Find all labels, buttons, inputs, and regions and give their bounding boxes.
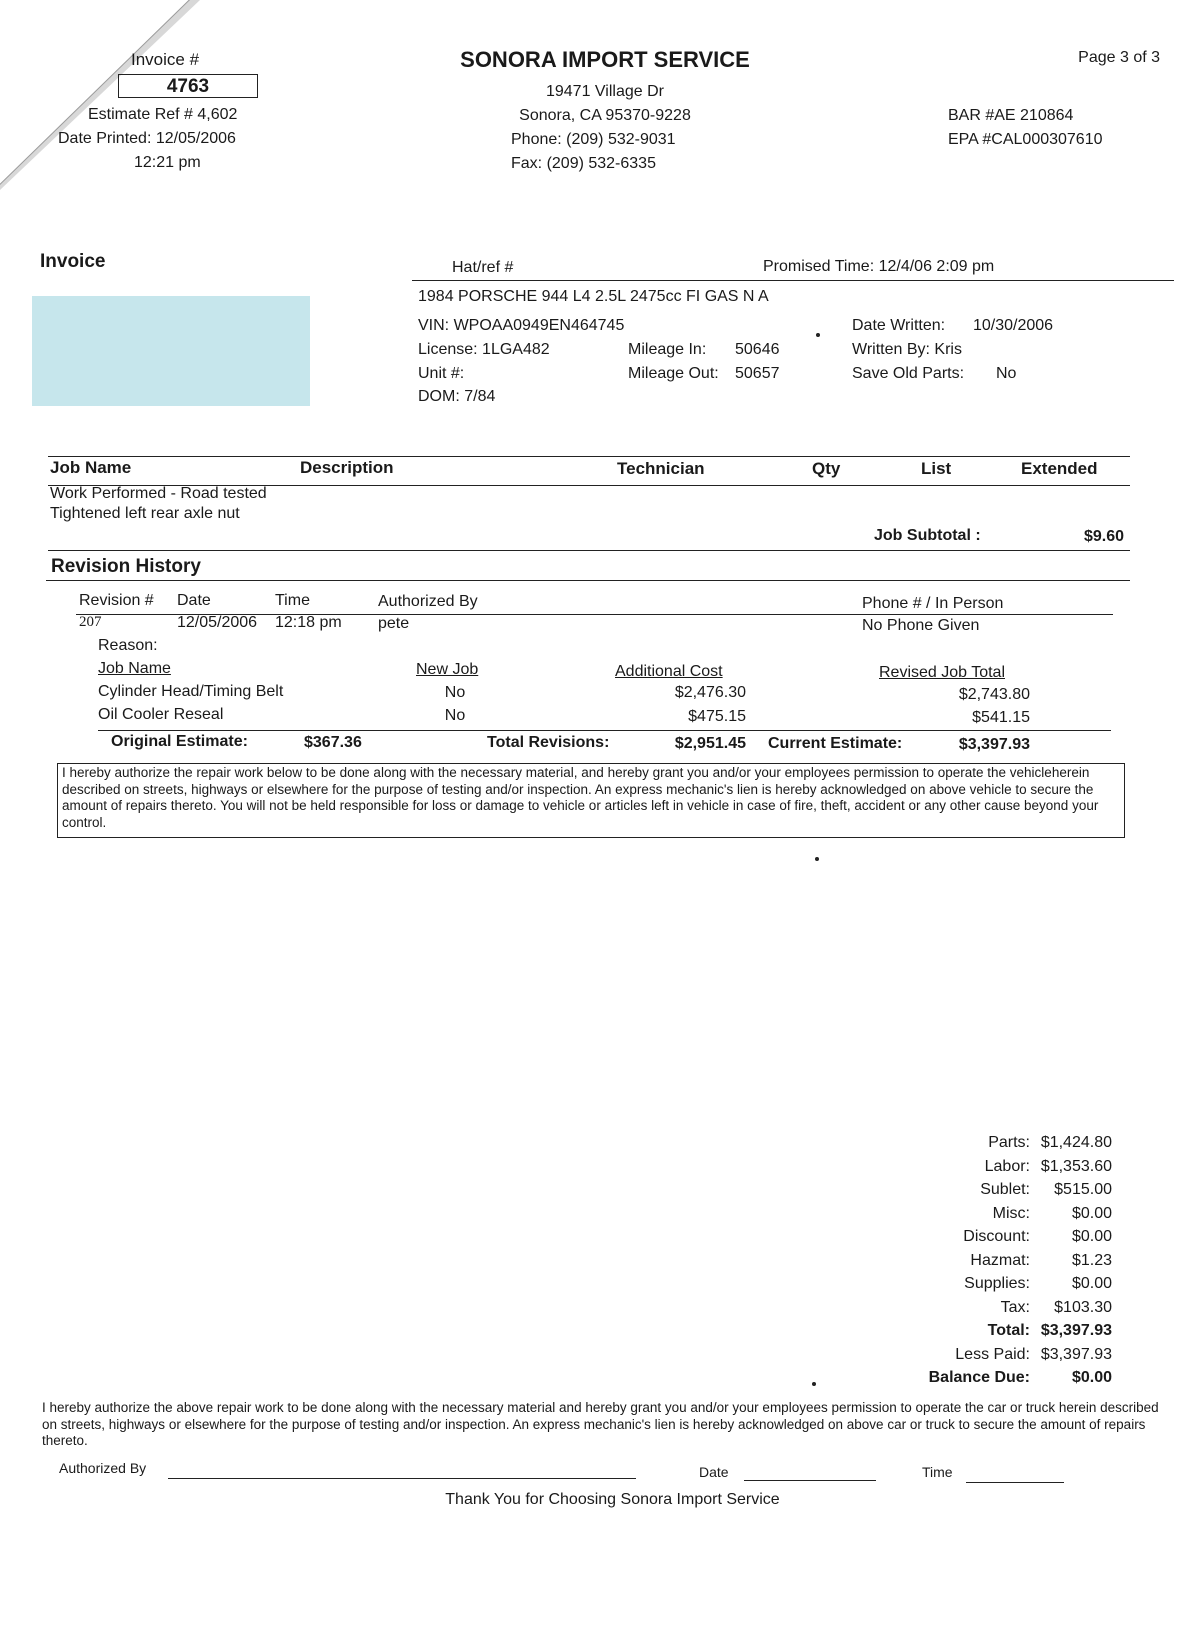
totals-label: Misc: <box>992 1205 1030 1222</box>
rev-time: 12:18 pm <box>275 614 342 631</box>
rev-authorized-by: pete <box>378 615 410 632</box>
rev-number: 207 <box>79 614 102 630</box>
date-written-label: Date Written: <box>852 317 946 334</box>
jobs-bottom-line <box>48 550 1130 551</box>
col-technician: Technician <box>617 459 705 478</box>
page-indicator: Page 3 of 3 <box>1078 49 1160 66</box>
rev-sub-job-name: Job Name <box>98 660 171 677</box>
totals-value: $3,397.93 <box>1040 1346 1112 1363</box>
rev-row-2-job: Oil Cooler Reseal <box>98 706 224 723</box>
estimate-ref: Estimate Ref # 4,602 <box>88 106 238 123</box>
totals-value: $1,424.80 <box>1040 1134 1112 1151</box>
scan-dot-2 <box>815 857 819 861</box>
vehicle-license: License: 1LGA482 <box>418 341 550 358</box>
totals-label: Total: <box>987 1322 1030 1339</box>
rev-reason-label: Reason: <box>98 637 158 654</box>
totals-value: $0.00 <box>1071 1275 1112 1292</box>
rev-row-1-cost: $2,476.30 <box>674 684 746 701</box>
written-by: Written By: Kris <box>852 341 962 358</box>
totals-label: Balance Due: <box>928 1369 1030 1386</box>
save-old-parts: No <box>996 365 1017 382</box>
mileage-out-label: Mileage Out: <box>628 365 719 382</box>
total-revisions: $2,951.45 <box>674 735 746 752</box>
authorization-box: I hereby authorize the repair work below to be done along with the necessary material, and hereby grant you and/or your employees permission to operate the vehicleherein described on streets, highways or elsewhere for the purpose of testing and/or inspection. An express mechanic's lien is hereby acknowledged on above vehicle to secure the amount of repairs thereto. You will not be held responsible for loss or damage to vehicle or articles left in vehicle in case of fire, theft, accident or any other cause beyond your control. <box>57 763 1125 838</box>
original-estimate-label: Original Estimate: <box>111 733 248 750</box>
rev-rows-line <box>98 730 1111 731</box>
total-revisions-label: Total Revisions: <box>487 734 610 751</box>
original-estimate: $367.36 <box>304 734 362 751</box>
col-job-name: Job Name <box>50 458 132 477</box>
promised-time: Promised Time: 12/4/06 2:09 pm <box>763 258 995 275</box>
rev-phone: No Phone Given <box>862 617 980 634</box>
rev-col-phone: Phone # / In Person <box>862 595 1004 612</box>
rev-col-time: Time <box>275 592 310 609</box>
invoice-label: Invoice # <box>131 50 200 69</box>
epa-number: EPA #CAL000307610 <box>948 131 1103 148</box>
rev-col-number: Revision # <box>79 592 154 609</box>
hat-ref: Hat/ref # <box>452 259 514 276</box>
company-address2: Sonora, CA 95370-9228 <box>519 107 691 124</box>
job-subtotal-label: Job Subtotal : <box>874 527 981 544</box>
date-label: Date <box>699 1464 729 1480</box>
company-address1: 19471 Village Dr <box>545 83 664 100</box>
mileage-in-label: Mileage In: <box>628 341 707 358</box>
legal-text: I hereby authorize the above repair work to be done along with the necessary material and hereby grant you and/or your employees permission to operate the car or truck herein described on streets, highways or elsewhere for the purpose of testing and/or inspection. An express mechanic's lien is hereby acknowledged on above car or truck to secure the amount of repairs thereto. <box>42 1400 1159 1448</box>
totals-value: $515.00 <box>1054 1181 1112 1198</box>
totals-value: $103.30 <box>1054 1299 1112 1316</box>
section-title: Invoice <box>40 251 106 272</box>
bar-number: BAR #AE 210864 <box>948 107 1074 124</box>
col-extended: Extended <box>1021 459 1098 478</box>
job-line-1: Work Performed - Road tested <box>50 485 267 502</box>
col-description: Description <box>300 458 394 477</box>
totals-label: Parts: <box>988 1134 1030 1151</box>
jobs-top-line <box>48 456 1130 457</box>
totals-value: $0.00 <box>1071 1228 1112 1245</box>
col-qty: Qty <box>812 459 841 478</box>
totals-label: Tax: <box>1000 1299 1030 1316</box>
authorized-by-signature-line[interactable] <box>168 1478 636 1479</box>
vehicle-vin: VIN: WPOAA0949EN464745 <box>418 317 625 334</box>
scan-dot <box>816 333 820 337</box>
totals-label: Less Paid: <box>955 1346 1030 1363</box>
company-name: SONORA IMPORT SERVICE <box>460 47 750 72</box>
redacted-customer-block <box>32 296 310 406</box>
date-signature-line[interactable] <box>744 1480 876 1481</box>
time-signature-line[interactable] <box>966 1482 1064 1483</box>
mileage-out: 50657 <box>735 365 780 382</box>
rev-row-1-new: No <box>444 684 466 701</box>
vehicle-unit: Unit #: <box>418 365 465 382</box>
rev-col-date: Date <box>177 592 211 609</box>
totals-label: Labor: <box>984 1158 1030 1175</box>
revision-title: Revision History <box>51 556 201 577</box>
date-written: 10/30/2006 <box>973 317 1054 334</box>
col-list: List <box>921 459 952 478</box>
rev-row-1-total: $2,743.80 <box>958 686 1030 703</box>
totals-value: $3,397.93 <box>1040 1322 1112 1339</box>
totals-label: Supplies: <box>964 1275 1030 1292</box>
vehicle-divider <box>412 280 1174 281</box>
vehicle-description: 1984 PORSCHE 944 L4 2.5L 2475cc FI GAS N A <box>418 288 769 305</box>
totals-value: $1,353.60 <box>1040 1158 1112 1175</box>
company-fax: Fax: (209) 532-6335 <box>511 155 656 172</box>
job-line-2: Tightened left rear axle nut <box>50 505 240 522</box>
totals-value: $0.00 <box>1071 1369 1112 1386</box>
scan-dot-3 <box>812 1382 816 1386</box>
job-subtotal-value: $9.60 <box>1083 528 1124 545</box>
current-estimate: $3,397.93 <box>958 736 1030 753</box>
company-phone: Phone: (209) 532-9031 <box>511 131 676 148</box>
rev-sub-additional-cost: Additional Cost <box>615 663 723 680</box>
rev-sub-revised-total: Revised Job Total <box>879 664 1005 681</box>
totals-label: Sublet: <box>980 1181 1030 1198</box>
vehicle-dom: DOM: 7/84 <box>418 388 496 405</box>
revision-title-line <box>46 580 1130 581</box>
date-printed: Date Printed: 12/05/2006 <box>58 130 236 147</box>
rev-sub-new-job: New Job <box>416 661 479 678</box>
mileage-in: 50646 <box>735 341 780 358</box>
thank-you: Thank You for Choosing Sonora Import Service <box>445 1491 780 1508</box>
rev-col-authorized: Authorized By <box>378 593 478 610</box>
totals-label: Discount: <box>963 1228 1030 1245</box>
authorized-by-label: Authorized By <box>59 1460 147 1476</box>
totals-value: $1.23 <box>1071 1252 1112 1269</box>
rev-row-2-new: No <box>444 707 466 724</box>
rev-row-2-cost: $475.15 <box>688 708 746 725</box>
current-estimate-label: Current Estimate: <box>768 735 903 752</box>
rev-row-2-total: $541.15 <box>972 709 1030 726</box>
time-printed: 12:21 pm <box>134 154 201 171</box>
totals-value: $0.00 <box>1071 1205 1112 1222</box>
rev-row-1-job: Cylinder Head/Timing Belt <box>98 683 284 700</box>
time-label: Time <box>922 1464 953 1480</box>
rev-date: 12/05/2006 <box>177 614 258 631</box>
totals-label: Hazmat: <box>970 1252 1030 1269</box>
save-old-parts-label: Save Old Parts: <box>852 365 965 382</box>
invoice-number: 4763 <box>118 74 258 98</box>
